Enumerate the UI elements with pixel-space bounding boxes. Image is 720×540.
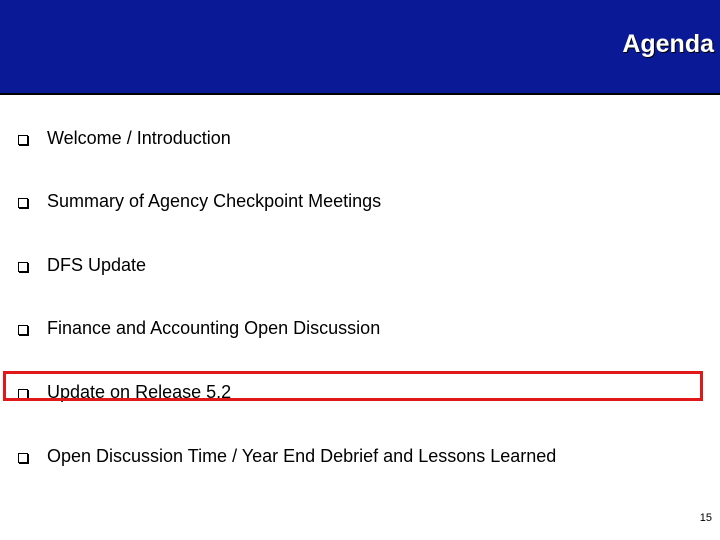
page-number: 15 (699, 512, 712, 524)
agenda-item-summary (18, 189, 381, 213)
agenda-item-open-discussion (18, 444, 556, 468)
agenda-item-label: Welcome / Introduction (47, 127, 231, 148)
agenda-item-label: Open Discussion Time / Year End Debrief and Lessons Learned (47, 445, 557, 466)
highlight-box (3, 371, 703, 401)
checkbox-bullet-icon (18, 325, 28, 335)
checkbox-bullet-icon (18, 135, 28, 145)
agenda-item-welcome (18, 126, 231, 150)
agenda-item-finance (18, 316, 380, 340)
agenda-item-dfs-update (18, 253, 146, 277)
agenda-item-label: Update on Release 5.2 (47, 381, 232, 402)
agenda-item-label: Summary of Agency Checkpoint Meetings (47, 190, 382, 211)
agenda-item-label: Finance and Accounting Open Discussion (47, 317, 381, 338)
checkbox-bullet-icon (18, 198, 28, 208)
checkbox-bullet-icon (18, 453, 28, 463)
slide-title: Agenda (622, 30, 714, 58)
agenda-item-label: DFS Update (47, 254, 147, 275)
checkbox-bullet-icon (18, 262, 28, 272)
